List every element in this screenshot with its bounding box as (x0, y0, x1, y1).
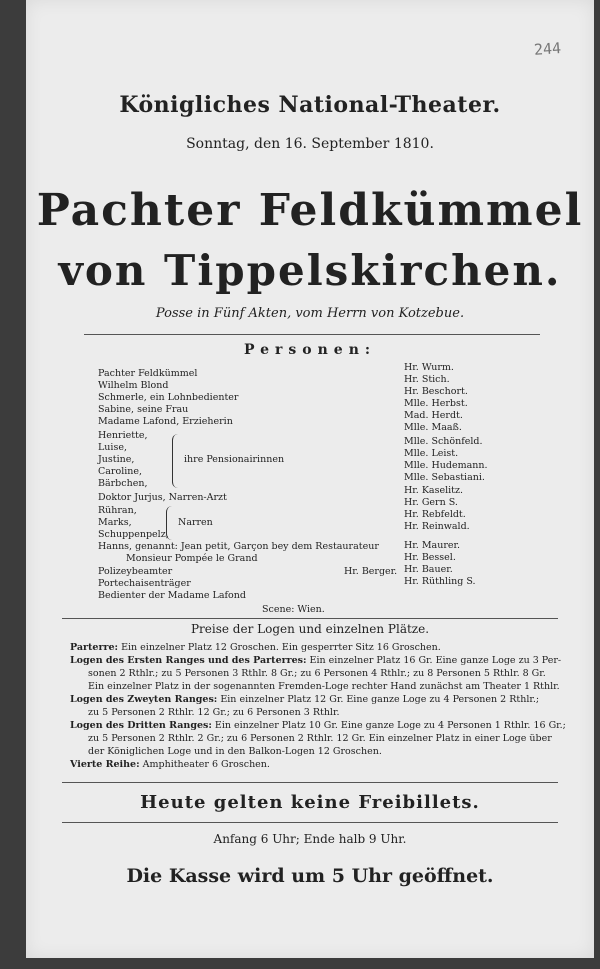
role-entry: Luise, (98, 442, 127, 453)
box-office-notice: Die Kasse wird um 5 Uhr geöffnet. (126, 865, 494, 887)
role-entry: Portechaisenträger (98, 578, 191, 589)
actor-entry: Mad. Herdt. (404, 410, 463, 421)
actor-entry: Mlle. Schönfeld. (404, 436, 483, 447)
actor-entry: Hr. Rebfeldt. (404, 509, 466, 520)
role-entry: Justine, (98, 454, 135, 465)
actor-entry: Hr. Wurm. (404, 362, 454, 373)
start-end-times: Anfang 6 Uhr; Ende halb 9 Uhr. (213, 832, 407, 846)
divider (62, 618, 558, 619)
role-entry: Sabine, seine Frau (98, 404, 189, 415)
role-entry: Henriette, (98, 430, 148, 441)
group-label-pensionairinnen: ihre Pensionairinnen (184, 454, 285, 465)
prices-heading: Preise der Logen und einzelnen Plätze. (190, 622, 430, 636)
role-entry: Monsieur Pompée le Grand (126, 553, 258, 564)
actor-entry: Mlle. Maaß. (404, 422, 462, 433)
price-line: der Königlichen Loge und in den Balkon-Logen 12 Groschen. (88, 746, 382, 757)
role-entry: Caroline, (98, 466, 143, 477)
actor-entry: Hr. Bauer. (404, 564, 453, 575)
role-entry: Marks, (98, 517, 132, 528)
play-subtitle: Posse in Fünf Akten, vom Herrn von Kotzebue. (155, 306, 465, 321)
role-entry: Schmerle, ein Lohnbedienter (98, 392, 239, 403)
role-entry: Schuppenpelz, (98, 529, 169, 540)
group-label-narren: Narren (178, 517, 213, 528)
price-line: Logen des Zweyten Ranges: Ein einzelner Platz 12 Gr. Eine ganze Loge zu 4 Personen 2 Rthlr.; (70, 694, 540, 705)
actor-entry: Hr. Gern S. (404, 497, 458, 508)
price-line: Vierte Reihe: Amphitheater 6 Groschen. (70, 759, 270, 770)
role-entry: Doktor Jurjus, Narren-Arzt (98, 492, 227, 503)
role-entry: Pachter Feldkümmel (98, 368, 198, 379)
actor-entry: Hr. Kaselitz. (404, 485, 463, 496)
role-entry: Wilhelm Blond (98, 380, 169, 391)
price-line: sonen 2 Rthlr.; zu 5 Personen 3 Rthlr. 8 Gr.; zu 6 Personen 4 Rthlr.; zu 8 Personen 5 Rthlr. 8 Gr. (88, 668, 546, 679)
price-line: zu 5 Personen 2 Rthlr. 12 Gr.; zu 6 Personen 3 Rthlr. (88, 707, 340, 718)
actor-entry: Mlle. Sebastiani. (404, 472, 485, 483)
actor-entry: Hr. Bessel. (404, 552, 456, 563)
actor-entry: Hr. Maurer. (404, 540, 461, 551)
role-entry: Polizeybeamter (98, 566, 173, 577)
divider (62, 822, 558, 823)
performance-date: Sonntag, den 16. September 1810. (186, 136, 434, 152)
role-entry: Bärbchen, (98, 478, 148, 489)
role-entry: Hanns, genannt: Jean petit, Garçon bey dem Restaurateur (98, 541, 379, 552)
price-line: Logen des Dritten Ranges: Ein einzelner Platz 10 Gr. Eine ganze Loge zu 4 Personen 1 Rthlr. 16 Gr.; (70, 720, 566, 731)
actor-entry: Hr. Berger. (344, 566, 398, 577)
actor-entry: Hr. Stich. (404, 374, 450, 385)
scene-line: Scene: Wien. (262, 604, 325, 615)
price-line: Ein einzelner Platz in der sogenannten Fremden-Loge rechter Hand zunächst am Theater 1 Rthlr. (88, 681, 560, 692)
role-entry: Bedienter der Madame Lafond (98, 590, 246, 601)
actor-entry: Mlle. Leist. (404, 448, 459, 459)
price-line: zu 5 Personen 2 Rthlr. 2 Gr.; zu 6 Personen 2 Rthlr. 12 Gr. Ein einzelner Platz in einer Loge über (88, 733, 552, 744)
price-line: Parterre: Ein einzelner Platz 12 Groschen. Ein gesperrter Sitz 16 Groschen. (70, 642, 441, 653)
divider (84, 334, 540, 335)
role-entry: Rühran, (98, 505, 137, 516)
actor-entry: Hr. Reinwald. (404, 521, 470, 532)
persons-heading: Personen: (243, 342, 377, 358)
playbill-page (26, 0, 594, 958)
actor-entry: Hr. Beschort. (404, 386, 468, 397)
play-title-line2: von Tippelskirchen. (58, 246, 562, 295)
freibillets-notice: Heute gelten keine Freibillets. (140, 792, 480, 813)
actor-entry: Mlle. Herbst. (404, 398, 468, 409)
play-title-line1: Pachter Feldkümmel (36, 185, 584, 236)
brace (166, 506, 173, 540)
brace (172, 434, 179, 488)
theatre-name: Königliches National-Theater. (119, 92, 501, 118)
price-line: Logen des Ersten Ranges und des Parterres: Ein einzelner Platz 16 Gr. Eine ganze Loge zu 3 Per- (70, 655, 562, 666)
divider (62, 782, 558, 783)
role-entry: Madame Lafond, Erzieherin (98, 416, 233, 427)
actor-entry: Mlle. Hudemann. (404, 460, 488, 471)
actor-entry: Hr. Rüthling S. (404, 576, 476, 587)
page-number: 244 (533, 39, 562, 59)
